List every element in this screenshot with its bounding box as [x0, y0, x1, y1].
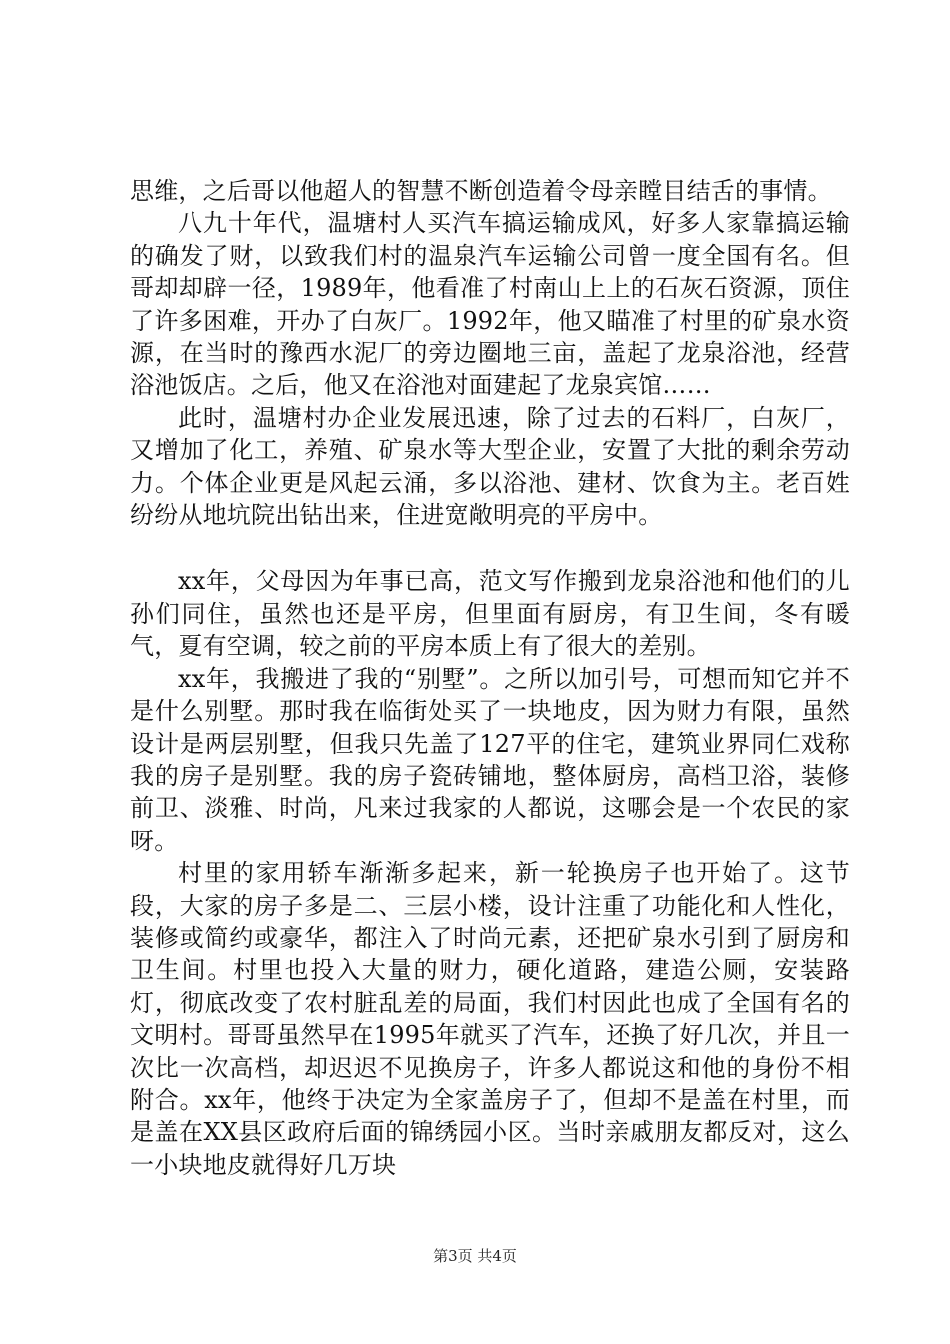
paragraph-transport-era: 八九十年代，温塘村人买汽车搞运输成风，好多人家靠搞运输的确发了财，以致我们村的温泉汽车运输公司曾一度全国有名。但哥却却辟一径，1989年，他看准了村南山上上的石灰石资源，顶住了许多困难，开办了白灰厂。1992年，他又瞄准了村里的矿泉水资源，在当时的豫西水泥厂的旁边圈地三亩，盖起了龙泉浴池，经营浴池饭店。之后，他又在浴池对面建起了龙泉宾馆…… [130, 209, 850, 400]
paragraph-villa: xx年，我搬进了我的“别墅”。之所以加引号，可想而知它并不是什么别墅。那时我在临街处买了一块地皮，因为财力有限，虽然设计是两层别墅，但我只先盖了127平的住宅，建筑业界同仁戏称我的房子是别墅。我的房子瓷砖铺地，整体厨房，高档卫浴，装修前卫、淡雅、时尚，凡来过我家的人都说，这哪会是一个农民的家呀。 [130, 664, 850, 855]
page-number-footer: 第3页 共4页 [433, 1247, 517, 1265]
document-body [130, 175, 850, 1181]
paragraph-village-enterprises: 此时，温塘村办企业发展迅速，除了过去的石料厂，白灰厂，又增加了化工，养殖、矿泉水等大型企业，安置了大批的剩余劳动力。个体企业更是风起云涌，多以浴池、建材、饮食为主。老百姓纷纷从地坑院出钻出来，住进宽敞明亮的平房中。 [130, 403, 850, 530]
paragraph-parents-move: xx年，父母因为年事已高，范文写作搬到龙泉浴池和他们的儿孙们同住，虽然也还是平房，但里面有厨房，有卫生间，冬有暖气，夏有空调，较之前的平房本质上有了很大的差别。 [130, 567, 850, 661]
paragraph-continuation: 思维，之后哥以他超人的智慧不断创造着令母亲瞠目结舌的事情。 [130, 177, 832, 205]
paragraph-new-houses: 村里的家用轿车渐渐多起来，新一轮换房子也开始了。这节段，大家的房子多是二、三层小楼，设计注重了功能化和人性化，装修或简约或豪华，都注入了时尚元素，还把矿泉水引到了厨房和卫生间。村里也投入大量的财力，硬化道路，建造公厕，安装路灯，彻底改变了农村脏乱差的局面，我们村因此也成了全国有名的文明村。哥哥虽然早在1995年就买了汽车，还换了好几次，并且一次比一次高档，却迟迟不见换房子，许多人都说这和他的身份不相附合。xx年，他终于决定为全家盖房子了，但却不是盖在村里，而是盖在XX县区政府后面的锦绣园小区。当时亲戚朋友都反对，这么一小块地皮就得好几万块 [130, 859, 850, 1179]
